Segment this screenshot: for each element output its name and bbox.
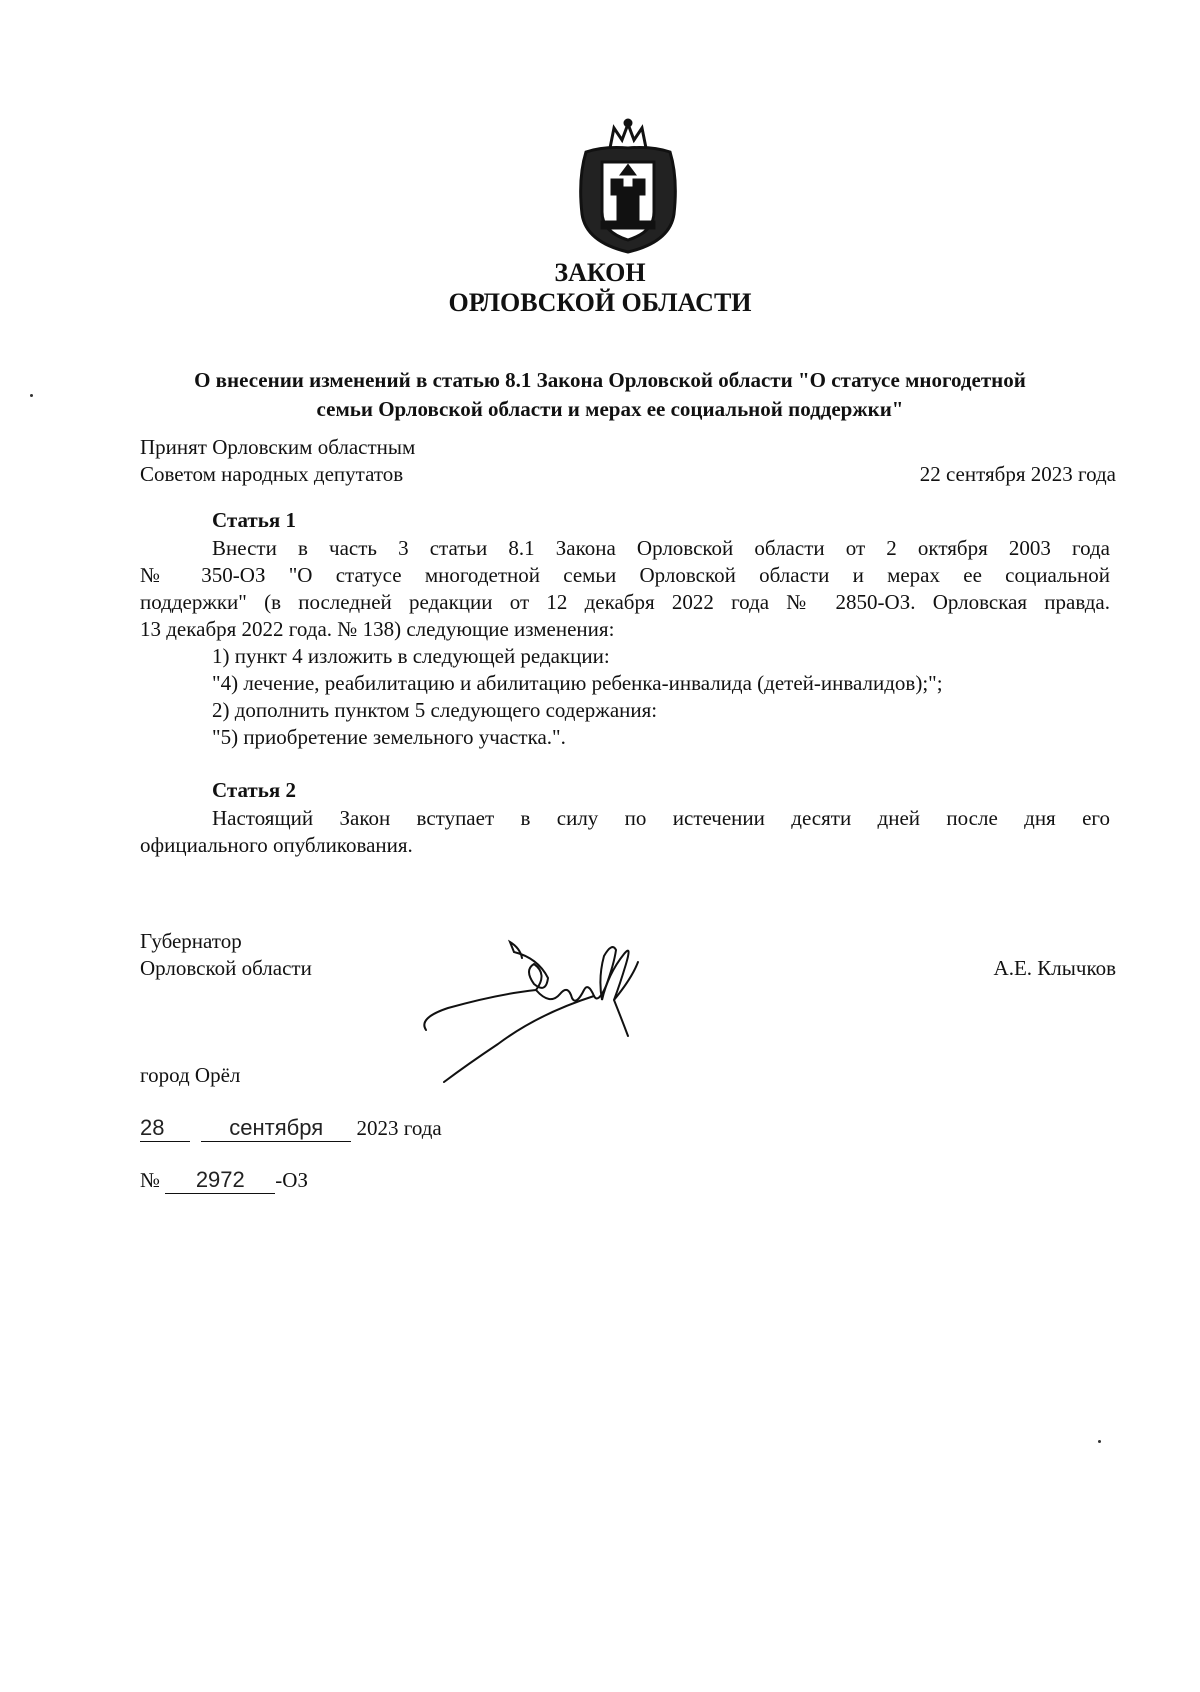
list-item: 2) дополнить пунктом 5 следующего содержания: — [212, 698, 658, 722]
adoption-date: 22 сентября 2023 года — [919, 462, 1116, 486]
law-number — [140, 1166, 308, 1194]
orel-coat-of-arms-icon — [572, 118, 684, 256]
scan-speck — [30, 394, 33, 397]
list-item: 1) пункт 4 изложить в следующей редакции: — [212, 644, 610, 668]
signatory-name: А.Е. Клычков — [993, 956, 1116, 980]
list-item: "5) приобретение земельного участка.". — [212, 725, 566, 749]
article-1-text — [140, 535, 1110, 643]
adoption-line: Принят Орловским областным — [140, 435, 416, 459]
article-2-line: официального опубликования. — [140, 833, 413, 857]
article-1-heading: Статья 1 — [212, 508, 296, 532]
article-1-line: № 350-ОЗ "О статусе многодетной семьи Орловской области и мерах ее социальной — [140, 563, 1110, 587]
law-subject-line: семьи Орловской области и мерах ее социальной поддержки" — [316, 397, 904, 421]
article-1-line: поддержки" (в последней редакции от 12 декабря 2022 года № 2850-ОЗ. Орловская правда. — [140, 590, 1110, 614]
region-title: ОРЛОВСКОЙ ОБЛАСТИ — [448, 288, 752, 317]
law-subject-heading — [130, 366, 1090, 424]
list-item: "4) лечение, реабилитацию и абилитацию ребенка-инвалида (детей-инвалидов);"; — [212, 671, 943, 695]
law-number-value: 2972 — [165, 1166, 275, 1194]
signing-day: 28 — [140, 1114, 190, 1142]
article-1-line: Внести в часть 3 статьи 8.1 Закона Орловской области от 2 октября 2003 года — [212, 536, 1110, 560]
scan-speck — [1098, 1440, 1101, 1443]
place-of-signing: город Орёл — [140, 1063, 241, 1087]
adoption-line: Советом народных депутатов — [140, 462, 404, 486]
article-1-line: 13 декабря 2022 года. № 138) следующие изменения: — [140, 617, 615, 641]
position-line: Орловской области — [140, 956, 312, 980]
article-2-heading: Статья 2 — [212, 778, 296, 802]
adoption-authority — [140, 434, 415, 488]
article-2-line: Настоящий Закон вступает в силу по истечении десяти дней после дня его — [212, 806, 1110, 830]
article-2-text — [140, 805, 1110, 859]
document-type-title: ЗАКОН — [554, 258, 646, 287]
law-number-suffix: -ОЗ — [275, 1168, 308, 1192]
position-line: Губернатор — [140, 929, 242, 953]
law-number-prefix: № — [140, 1168, 161, 1192]
signing-month: сентября — [201, 1114, 351, 1142]
signing-year: 2023 года — [356, 1116, 442, 1140]
signing-date — [140, 1114, 442, 1142]
law-subject-line: О внесении изменений в статью 8.1 Закона Орловской области "О статусе многодетной — [194, 368, 1026, 392]
handwritten-signature-icon — [418, 934, 668, 1084]
signatory-position — [140, 928, 312, 982]
